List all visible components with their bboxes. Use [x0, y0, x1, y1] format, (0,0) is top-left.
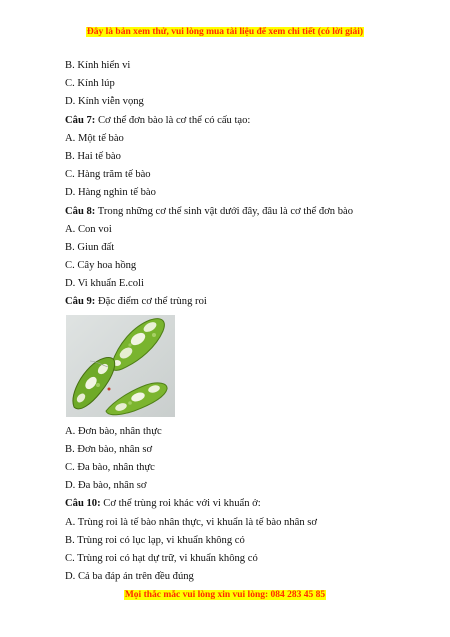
contact-notice	[0, 589, 450, 601]
q8-question	[65, 203, 425, 221]
euglena-micrograph	[66, 315, 175, 417]
preview-notice	[0, 26, 450, 38]
q10-text: Cơ thể trùng roi khác với vi khuẩn ở:	[100, 498, 261, 510]
q7-option-b: B. Hai tế bào	[65, 150, 121, 162]
q10-question	[65, 495, 425, 513]
q6-option-d: D. Kính viễn vọng	[65, 96, 144, 108]
preview-notice-text: Đây là bản xem thử, vui lòng mua tài liệu để xem chi tiết (có lời giải)	[86, 27, 364, 37]
q8-text: Trong những cơ thể sinh vật dưới đây, đâu là cơ thể đơn bào	[95, 205, 354, 217]
q8-option-a: A. Con voi	[65, 223, 112, 235]
q10-label: Câu 10:	[65, 498, 101, 510]
q6-option-c: C. Kính lúp	[65, 78, 115, 90]
q9-question	[65, 293, 425, 311]
contact-notice-text: Mọi thắc mắc vui lòng xin vui lòng: 084 283 45 85	[124, 590, 326, 600]
q6-option-b: B. Kính hiển vi	[65, 60, 131, 71]
q7-text: Cơ thể đơn bào là cơ thể có cấu tạo:	[95, 114, 251, 126]
q9-option-a: A. Đơn bào, nhân thực	[65, 425, 162, 437]
q9-label: Câu 9:	[65, 296, 96, 308]
q7-option-a: A. Một tế bào	[65, 132, 124, 144]
q8-label: Câu 8:	[65, 205, 96, 217]
q9-option-c: C. Đa bào, nhân thực	[65, 462, 155, 473]
q7-label: Câu 7:	[65, 114, 96, 126]
q8-option-b: B. Giun đất	[65, 241, 115, 253]
q8-option-c: C. Cây hoa hồng	[65, 260, 137, 272]
question-content	[65, 57, 425, 586]
q9-option-b: B. Đơn bào, nhân sơ	[65, 443, 153, 455]
q8-option-d: D. Vi khuẩn E.coli	[65, 278, 144, 290]
q9-text: Đặc điểm cơ thể trùng roi	[95, 296, 207, 308]
q7-question	[65, 112, 425, 130]
q10-option-b: B. Trùng roi có lục lạp, vi khuẩn không có	[65, 534, 245, 546]
q10-option-d: D. Cả ba đáp án trên đều đúng	[65, 571, 194, 583]
q10-option-c: C. Trùng roi có hạt dự trữ, vi khuẩn không có	[65, 552, 258, 564]
q10-option-a: A. Trùng roi là tế bào nhân thực, vi khuẩn là tế bào nhân sơ	[65, 516, 318, 528]
q9-option-d: D. Đa bào, nhân sơ	[65, 480, 147, 492]
q7-option-c: C. Hàng trăm tế bào	[65, 169, 151, 181]
q7-option-d: D. Hàng nghìn tế bào	[65, 187, 156, 199]
